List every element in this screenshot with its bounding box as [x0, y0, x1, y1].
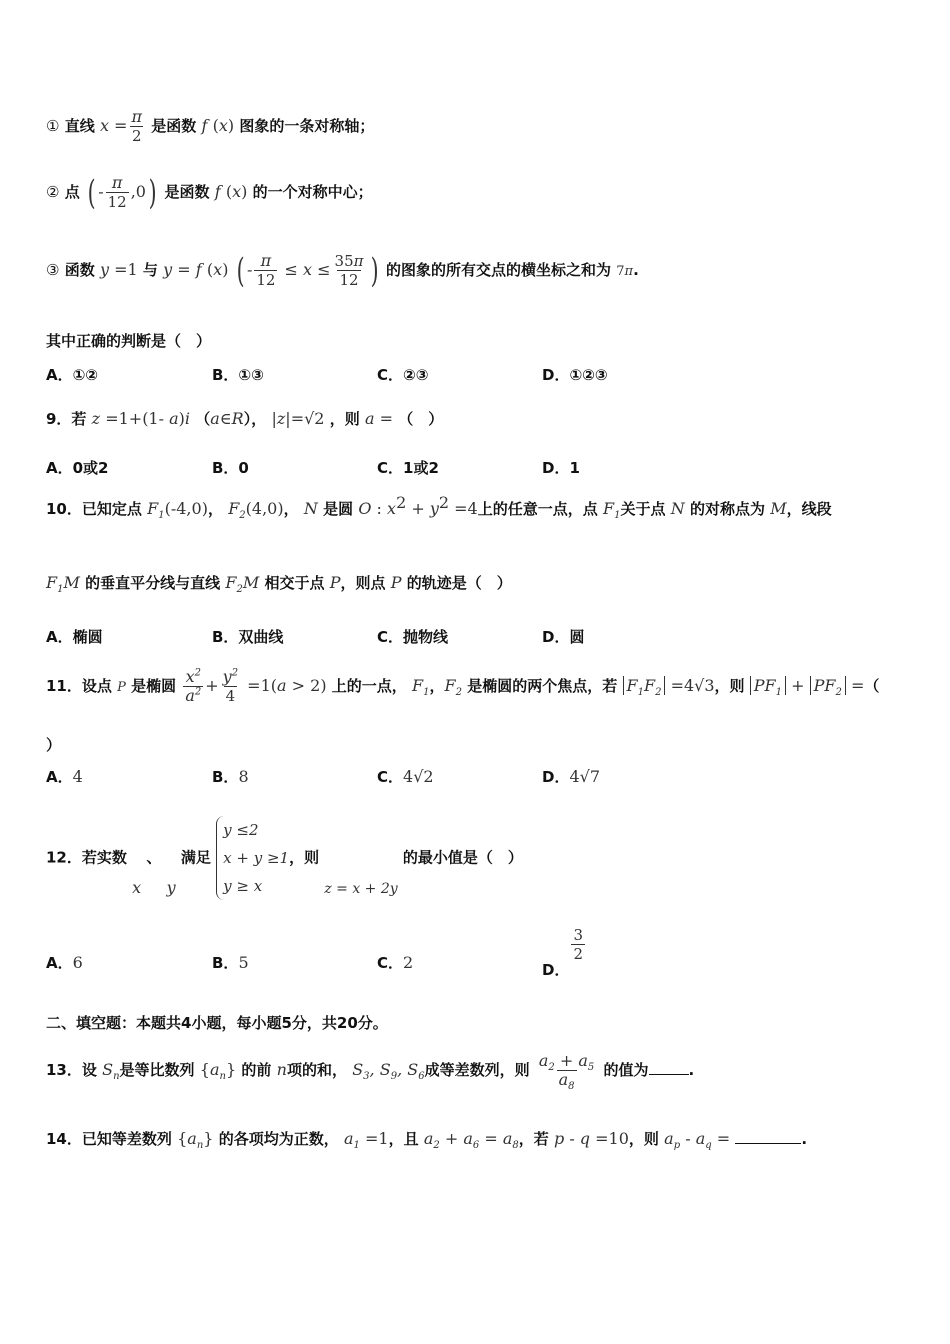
statement-text: 是函数	[151, 117, 197, 135]
option-a[interactable]: A．椭圆	[46, 628, 103, 646]
option-d[interactable]: D． $\frac{3}{2}$	[542, 926, 583, 979]
statement-text: 函数	[64, 261, 95, 279]
statement-text: 点	[64, 183, 80, 201]
statement-3: ③ 函数 y =1 与 y = f (x) ( - $\frac{\pi}{12}$ ≤ x ≤ $\frac{35\pi}{12}$ ) 的图象的所有交点的横坐标之和为 7π.	[46, 250, 639, 291]
option-d[interactable]: D．①②③	[542, 366, 608, 384]
inequality-system: y ≤2 x + y ≥1 y ≥ x	[216, 816, 289, 900]
question-8-prompt: 其中正确的判断是（ ）	[46, 332, 212, 350]
option-c[interactable]: C．2	[377, 953, 414, 972]
fraction: $\frac{x^2}{a^2}$	[185, 667, 202, 705]
option-d[interactable]: D．4√7	[542, 767, 601, 786]
statement-2: ② 点 ( - $\frac{\pi}{12}$ ,0) 是函数 f (x) 的一个对称中心；	[46, 172, 373, 213]
option-d[interactable]: D．圆	[542, 628, 585, 646]
option-a[interactable]: A．4	[46, 767, 83, 786]
statement-label: ③	[46, 261, 60, 279]
answer-blank[interactable]	[649, 1060, 689, 1075]
question-12: 12．若实数 x 、 y 满足 y ≤2 x + y ≥1 y ≥ x ，则 z = x + 2y 的最小值是（ ）	[46, 816, 910, 900]
statement-text: 是函数	[164, 183, 210, 201]
question-11-cont: ）	[46, 736, 62, 754]
question-9: 9．若 z =1+(1- a)i （a∈R）， |z|=√2 ，则 a = （ ）	[46, 409, 444, 428]
statement-label: ①	[46, 117, 60, 135]
question-14: 14．已知等差数列 $\{a_n\}$ 的各项均为正数， $a_1 =1$，且 $a_2 + a_6 = a_8$，若 p - q =10，则 $a_p - a_q$ = .	[46, 1129, 808, 1152]
statement-text: 与	[142, 261, 158, 279]
statement-label: ②	[46, 183, 60, 201]
statement-text: 的一个对称中心；	[252, 183, 373, 201]
option-a[interactable]: A．①②	[46, 366, 99, 384]
statement-text: 的图象的所有交点的横坐标之和为	[386, 261, 612, 279]
math-expression: x =	[99, 116, 128, 135]
option-a[interactable]: A．6	[46, 953, 83, 972]
option-c[interactable]: C．4√2	[377, 767, 434, 786]
fraction: $\frac{\pi}{12}$	[256, 251, 276, 289]
question-11: 11．设点 P 是椭圆 $\frac{x^2}{a^2}$ + $\frac{y^2}{4}$ =1(a > 2) 上的一点， $F_1$，$F_2$ 是椭圆的两个焦点，若 $F_1F_2 =4√3$，则 $PF_1 + PF_2$ =（	[46, 667, 880, 705]
fraction: $\frac{\pi}{12}$	[107, 173, 127, 211]
option-c[interactable]: C．抛物线	[377, 628, 449, 646]
question-10: 10．已知定点 $F_1(-4,0)$， $F_2(4,0)$， N 是圆 O : $x^2 + y^2 =4$上的任意一点，点 $F_1$关于点 N 的对称点为 M，线段	[46, 493, 832, 522]
option-b[interactable]: B．①③	[212, 366, 264, 384]
math-expression: f	[201, 116, 208, 135]
fraction: $\frac{3}{2}$	[573, 926, 583, 963]
option-b[interactable]: B．0	[212, 459, 249, 477]
question-13: 13．设 $S_n$是等比数列 $\{a_n\}$ 的前 n项的和， $S_3$, $S_9$, $S_6$成等差数列，则 $\frac{a_2 + a_5}{a_8}$ 的值为 .	[46, 1051, 695, 1093]
option-b[interactable]: B．8	[212, 767, 249, 786]
answer-blank[interactable]	[735, 1129, 801, 1144]
question-10-cont: $F_1M$ 的垂直平分线与直线 $F_2M$ 相交于点 P，则点 P 的轨迹是（ ）	[46, 573, 512, 596]
fraction: $\frac{\pi}{2}$	[131, 107, 142, 145]
option-a[interactable]: A．0或2	[46, 459, 109, 477]
option-b[interactable]: B．双曲线	[212, 628, 284, 646]
option-d[interactable]: D．1	[542, 459, 580, 477]
fraction: $\frac{35\pi}{12}$	[334, 252, 364, 289]
fraction: $\frac{a_2 + a_5}{a_8}$	[538, 1051, 595, 1093]
option-c[interactable]: C．②③	[377, 366, 429, 384]
fraction: $\frac{y^2}{4}$	[222, 667, 239, 705]
option-c[interactable]: C．1或2	[377, 459, 439, 477]
statement-text: 图象的一条对称轴；	[239, 117, 375, 135]
statement-1: ① 直线 x = $\frac{\pi}{2}$ 是函数 f (x) 图象的一条对称轴；	[46, 107, 375, 145]
option-b[interactable]: B．5	[212, 953, 249, 972]
section-heading: 二、填空题：本题共4小题，每小题5分，共20分。	[46, 1014, 388, 1032]
statement-text: 直线	[64, 117, 95, 135]
